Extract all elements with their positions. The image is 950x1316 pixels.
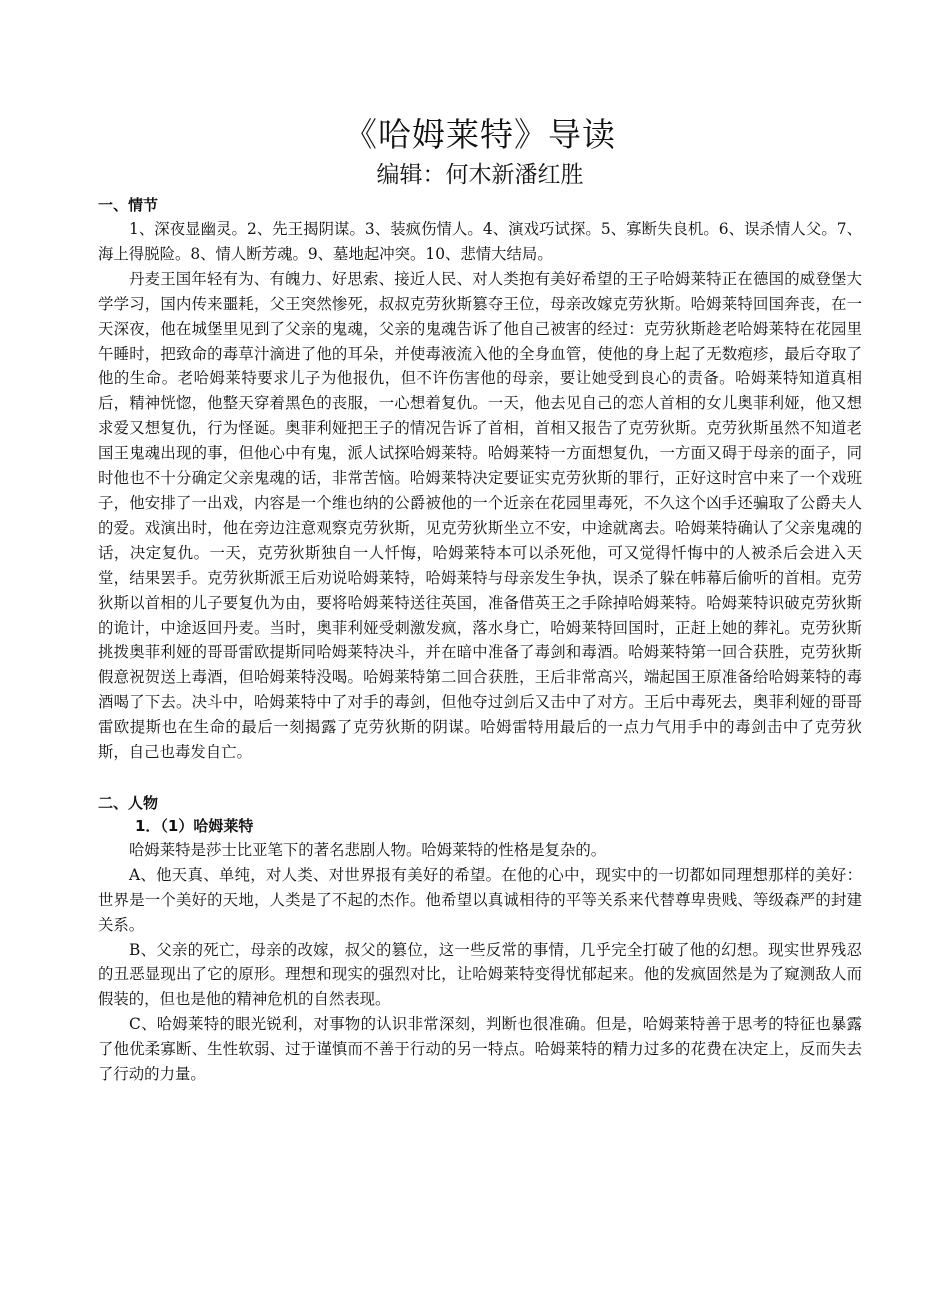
section-spacer	[98, 765, 862, 792]
section-characters	[98, 792, 862, 1087]
character-point-c: C、哈姆莱特的眼光锐利，对事物的认识非常深刻，判断也很准确。但是，哈姆莱特善于思考的特征也暴露了他优柔寡断、生性软弱、过于谨慎而不善于行动的另一特点。哈姆莱特的精力过多的花费在决定上，反而失去了行动的力量。	[98, 1015, 862, 1084]
document-page	[98, 112, 862, 1087]
section-characters-heading: 二、人物	[98, 793, 159, 812]
plot-chapter-list: 1、深夜显幽灵。2、先王揭阴谋。3、装疯伤情人。4、演戏巧试探。5、寡断失良机。6、误杀情人父。7、海上得脱险。8、情人断芳魂。9、墓地起冲突。10、悲情大结局。	[98, 220, 862, 263]
section-plot-heading: 一、情节	[98, 196, 159, 214]
document-title: 《哈姆莱特》导读	[344, 115, 616, 154]
character-point-a: A、他天真、单纯，对人类、对世界报有美好的希望。在他的心中，现实中的一切都如同理想那样的美好：世界是一个美好的天地，人类是了不起的杰作。他希望以真诚相待的平等关系来代替尊卑贵贱、等级森严的封建关系。	[98, 865, 862, 934]
character-intro: 哈姆莱特是莎士比亚笔下的著名悲剧人物。哈姆莱特的性格是复杂的。	[129, 840, 607, 859]
section-plot	[98, 194, 862, 765]
document-subtitle: 编辑：何木新潘红胜	[376, 162, 584, 188]
plot-summary: 丹麦王国年轻有为、有魄力、好思索、接近人民、对人类抱有美好希望的王子哈姆莱特正在德国的威登堡大学学习，国内传来噩耗，父王突然惨死，叔叔克劳狄斯篡夺王位，母亲改嫁克劳狄斯。哈姆莱特回国奔丧，在一天深夜，他在城堡里见到了父亲的鬼魂，父亲的鬼魂告诉了他自己被害的经过：克劳狄斯趁老哈姆莱特在花园里午睡时，把致命的毒草汁滴进了他的耳朵，并使毒液流入他的全身血管，使他的身上起了无数疱疹，最后夺取了他的生命。老哈姆莱特要求儿子为他报仇，但不许伤害他的母亲，要让她受到良心的责备。哈姆莱特知道真相后，精神恍惚，他整天穿着黑色的丧服，一心想着复仇。一天，他去见自己的恋人首相的女儿奥菲利娅，他又想求爱又想复仇，行为怪诞。奥菲利娅把王子的情况告诉了首相，首相又报告了克劳狄斯。克劳狄斯虽然不知道老国王鬼魂出现的事，但他心中有鬼，派人试探哈姆莱特。哈姆莱特一方面想复仇，一方面又碍于母亲的面子，同时他也不十分确定父亲鬼魂的话，非常苦恼。哈姆莱特决定要证实克劳狄斯的罪行，正好这时宫中来了一个戏班子，他安排了一出戏，内容是一个维也纳的公爵被他的一个近亲在花园里毒死，不久这个凶手还骗取了公爵夫人的爱。戏演出时，他在旁边注意观察克劳狄斯，见克劳狄斯坐立不安，中途就离去。哈姆莱特确认了父亲鬼魂的话，决定复仇。一天，克劳狄斯独自一人忏悔，哈姆莱特本可以杀死他，可又觉得忏悔中的人被杀后会进入天堂，结果罢手。克劳狄斯派王后劝说哈姆莱特，哈姆莱特与母亲发生争执，误杀了躲在帏幕后偷听的首相。克劳狄斯以首相的儿子要复仇为由，要将哈姆莱特送往英国，准备借英王之手除掉哈姆莱特。哈姆莱特识破克劳狄斯的诡计，中途返回丹麦。当时，奥菲利娅受刺激发疯，落水身亡，哈姆莱特回国时，正赶上她的葬礼。克劳狄斯挑拨奥菲利娅的哥哥雷欧提斯同哈姆莱特决斗，并在暗中准备了毒剑和毒酒。哈姆莱特第一回合获胜，克劳狄斯假意祝贺送上毒酒，但哈姆莱特没喝。哈姆莱特第二回合获胜，王后非常高兴，端起国王原准备给哈姆莱特的毒酒喝了下去。决斗中，哈姆莱特中了对手的毒剑，但他夺过剑后又击中了对方。王后中毒死去，奥菲利娅的哥哥雷欧提斯也在生命的最后一刻揭露了克劳狄斯的阴谋。哈姆雷特用最后的一点力气用手中的毒剑击中了克劳狄斯，自己也毒发自亡。	[98, 269, 862, 762]
character-point-b: B、父亲的死亡，母亲的改嫁，叔父的篡位，这一些反常的事情，几乎完全打破了他的幻想。现实世界残忍的丑恶显现出了它的原形。理想和现实的强烈对比，让哈姆莱特变得忧郁起来。他的发疯固然是为了窥测敌人而假装的，但也是他的精神危机的自然表现。	[98, 940, 862, 1009]
character-hamlet-heading: 1．（1）哈姆莱特	[135, 816, 254, 835]
